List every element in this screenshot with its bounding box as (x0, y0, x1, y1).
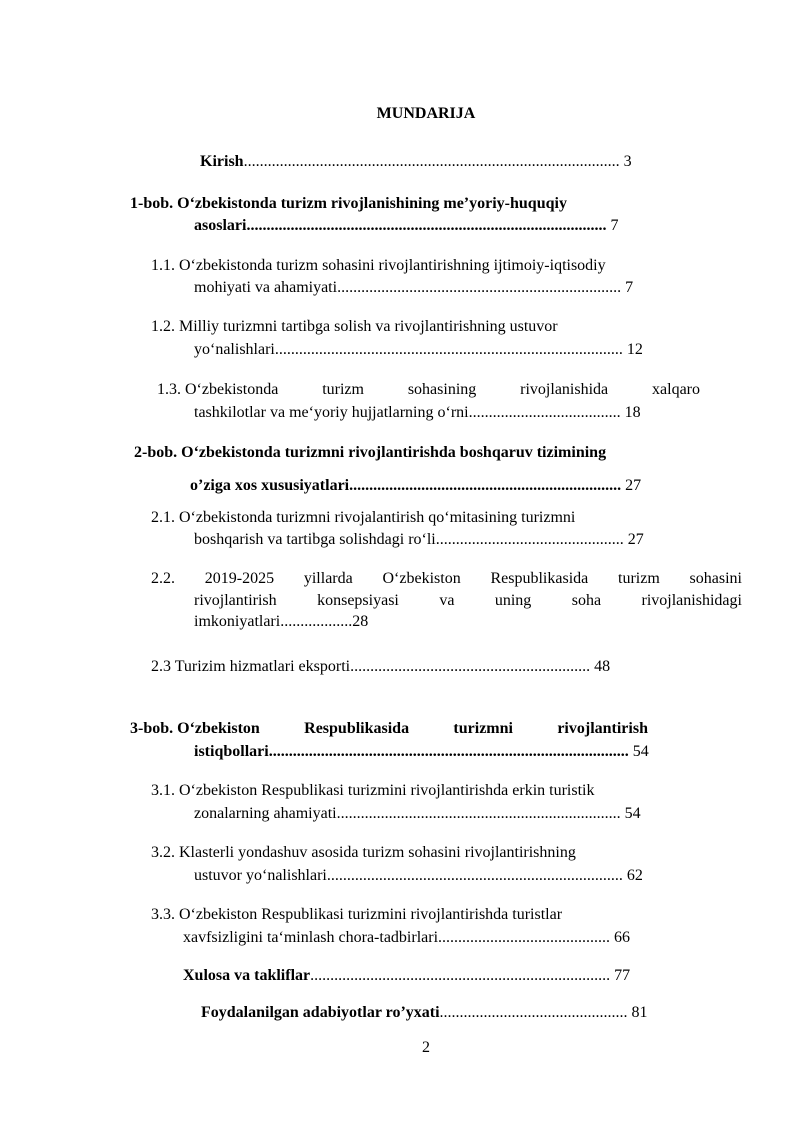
toc-chapter-1-line2[interactable] (194, 216, 618, 236)
toc-leader-dots: .......................................................................... (326, 867, 623, 884)
toc-entry-intro[interactable] (200, 152, 632, 172)
toc-section-2-3[interactable] (151, 657, 610, 677)
toc-page-number: 66 (614, 929, 631, 946)
toc-chapter-1-line1[interactable]: 1-bob. O‘zbekistonda turizm rivojlanishining me’yoriy-huquqiy (130, 195, 567, 212)
toc-page-number: 54 (624, 805, 641, 822)
toc-word: turizmni (453, 720, 513, 737)
toc-page-number: 28 (352, 613, 369, 630)
toc-chapter-2-line2[interactable] (190, 476, 641, 496)
toc-leader-dots: .................................................................... (349, 477, 622, 494)
toc-page-number: 12 (626, 341, 643, 358)
toc-word: konsepsiyasi (317, 592, 399, 609)
toc-entry-label: imkoniyatlari (194, 613, 281, 630)
page-number: 2 (422, 1039, 430, 1056)
toc-entry-label: Xulosa va takliflar (183, 967, 311, 984)
toc-chapter-2-line1[interactable]: 2-bob. O‘zbekistonda turizmni rivojlantirishda boshqaruv tizimining (134, 444, 607, 461)
toc-entry-label: tashkilotlar va me‘yoriy hujjatlarning o‘rni (194, 404, 469, 421)
toc-page-number: 48 (594, 658, 611, 675)
toc-section-1-2-line1[interactable]: 1.2. Milliy turizmni tartibga solish va rivojlantirishning ustuvor (151, 318, 558, 335)
toc-page-number: 54 (632, 743, 649, 760)
toc-section-2-1-line2[interactable] (194, 530, 644, 550)
toc-word: Respublikasida (490, 570, 589, 587)
toc-section-3-2-line1[interactable]: 3.2. Klasterli yondashuv asosida turizm sohasini rivojlantirishning (151, 844, 576, 861)
toc-entry-references[interactable] (201, 1003, 648, 1023)
toc-page-number: 3 (623, 153, 632, 170)
toc-leader-dots: ........................................... (438, 929, 611, 946)
toc-entry-label: Kirish (200, 153, 244, 170)
toc-page-number: 27 (625, 477, 642, 494)
toc-entry-label: zonalarning ahamiyati (194, 805, 337, 822)
toc-section-3-1-line2[interactable] (194, 804, 641, 824)
toc-section-3-3-line1[interactable]: 3.3. O‘zbekiston Respublikasi turizmini rivojlantirishda turistlar (151, 906, 563, 923)
toc-word: uning (494, 592, 532, 609)
toc-word: turizm (322, 381, 364, 398)
toc-section-3-1-line1[interactable]: 3.1. O‘zbekiston Respublikasi turizmini rivojlantirishda erkin turistik (151, 782, 595, 799)
toc-entry-conclusion[interactable] (183, 966, 630, 986)
toc-leader-dots: ............................................... (435, 531, 624, 548)
toc-page-number: 81 (631, 1004, 648, 1021)
toc-leader-dots: ....................................................................... (336, 805, 621, 822)
toc-word: O‘zbekiston (382, 570, 461, 587)
toc-section-3-3-line2[interactable] (183, 928, 630, 948)
toc-chapter-3-line2[interactable] (194, 742, 649, 762)
toc-entry-label: asoslari (194, 217, 247, 234)
toc-title: MUNDARIJA (376, 105, 476, 122)
toc-word: sohasining (407, 381, 477, 398)
toc-entry-label: xavfsizligini ta‘minlash chora-tadbirlari (183, 929, 439, 946)
toc-leader-dots: ...................................... (468, 404, 621, 421)
toc-entry-label: boshqarish va tartibga solishdagi ro‘li (194, 531, 436, 548)
toc-section-2-1-line1[interactable]: 2.1. O‘zbekistonda turizmni rivojalantirish qo‘mitasining turizmni (151, 509, 576, 526)
toc-word: yillarda (303, 570, 353, 587)
toc-word: va (439, 592, 455, 609)
toc-word: turizm (618, 570, 660, 587)
toc-page-number: 18 (624, 404, 641, 421)
toc-leader-dots: ....................................................................................... (274, 341, 623, 358)
toc-leader-dots: ............................................................ (350, 658, 591, 675)
toc-section-2-2-line2[interactable] (194, 591, 742, 611)
toc-page-number: 7 (610, 217, 619, 234)
toc-leader-dots: .................. (280, 613, 353, 630)
toc-entry-label: 2.3 Turizim hizmatlari eksporti (151, 658, 351, 675)
toc-word: 1.3. O‘zbekistonda (157, 381, 279, 398)
toc-leader-dots: ........................................................................... (310, 967, 611, 984)
toc-entry-label: yo‘nalishlari (194, 341, 275, 358)
toc-word: 3-bob. O‘zbekiston (130, 720, 260, 737)
toc-section-2-2-line3[interactable] (194, 612, 368, 632)
toc-word: Respublikasida (304, 720, 410, 737)
toc-section-1-3-line2[interactable] (194, 403, 641, 423)
toc-word: rivojlanishidagi (641, 592, 742, 609)
toc-chapter-3-line1[interactable] (130, 719, 648, 739)
toc-word: rivojlantirish (557, 720, 648, 737)
toc-word: sohasini (689, 570, 742, 587)
toc-word: rivojlanishida (520, 381, 609, 398)
toc-leader-dots: ....................................................................... (337, 279, 622, 296)
toc-entry-label: ustuvor yo‘nalishlari (194, 867, 327, 884)
toc-entry-label: Foydalanilgan adabiyotlar ro’yxati (201, 1004, 440, 1021)
toc-leader-dots: .......................................................................................... (246, 217, 607, 234)
toc-page-number: 62 (626, 867, 643, 884)
toc-leader-dots: .......................................................................................... (268, 743, 629, 760)
toc-leader-dots: .............................................................................................. (243, 153, 620, 170)
toc-section-1-1-line1[interactable]: 1.1. O‘zbekistonda turizm sohasini rivojlantirishning ijtimoiy-iqtisodiy (151, 257, 606, 274)
toc-entry-label: o’ziga xos xususiyatlari (190, 477, 350, 494)
toc-page-number: 7 (625, 279, 634, 296)
toc-entry-label: istiqbollari (194, 743, 269, 760)
toc-word: 2.2. (151, 570, 175, 587)
toc-word: 2019-2025 (204, 570, 275, 587)
toc-word: soha (571, 592, 602, 609)
toc-word: rivojlantirish (194, 592, 277, 609)
toc-entry-label: mohiyati va ahamiyati (194, 279, 338, 296)
toc-word: xalqaro (652, 381, 700, 398)
toc-section-3-2-line2[interactable] (194, 866, 643, 886)
toc-section-1-2-line2[interactable] (194, 340, 643, 360)
toc-page-number: 27 (627, 531, 644, 548)
toc-section-2-2-line1[interactable] (151, 569, 742, 589)
toc-page-number: 77 (614, 967, 631, 984)
toc-section-1-3-line1[interactable] (157, 380, 700, 400)
toc-leader-dots: ............................................... (439, 1004, 628, 1021)
toc-section-1-1-line2[interactable] (194, 278, 633, 298)
